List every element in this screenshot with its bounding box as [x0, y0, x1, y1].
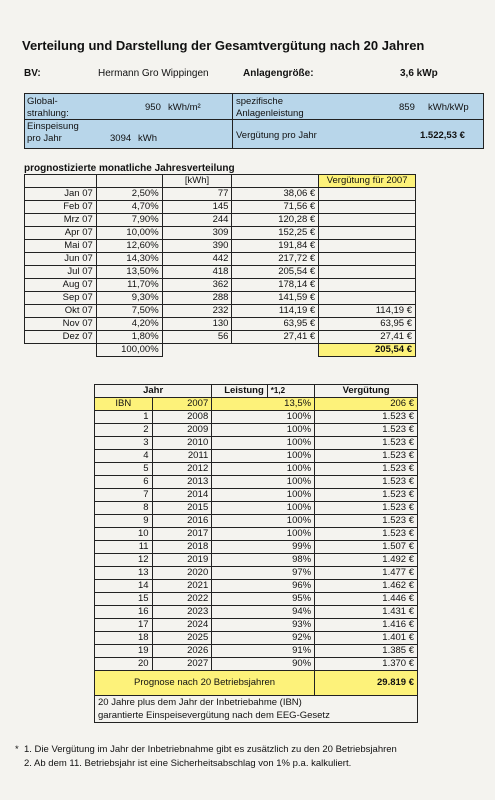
year-cell: 2025 [152, 632, 212, 645]
euro-cell: 1.416 € [315, 619, 418, 632]
month-cell: Okt 07 [25, 305, 97, 318]
percent-cell: 2,50% [96, 188, 162, 201]
kwh-cell: 56 [162, 331, 232, 344]
month-cell: Aug 07 [25, 279, 97, 292]
table-row [95, 554, 418, 567]
v2007-cell [319, 201, 416, 214]
performance-cell: 92% [212, 632, 315, 645]
month-cell: Mrz 07 [25, 214, 97, 227]
ibn-label: IBN [95, 398, 153, 411]
table-row [25, 331, 416, 344]
euro-cell: 1.523 € [315, 450, 418, 463]
euro-cell: 120,28 € [232, 214, 319, 227]
year-cell: 2012 [152, 463, 212, 476]
euro-cell: 1.492 € [315, 554, 418, 567]
table-row [25, 305, 416, 318]
v2007-cell [319, 188, 416, 201]
euro-cell: 1.523 € [315, 424, 418, 437]
percent-cell: 9,30% [96, 292, 162, 305]
year-number: 11 [95, 541, 153, 554]
month-cell: Jun 07 [25, 253, 97, 266]
performance-cell: 100% [212, 424, 315, 437]
table-row [95, 528, 418, 541]
euro-cell: 1.523 € [315, 463, 418, 476]
year-number: 3 [95, 437, 153, 450]
year-number: 10 [95, 528, 153, 541]
month-cell: Mai 07 [25, 240, 97, 253]
year-number: 8 [95, 502, 153, 515]
percent-cell: 10,00% [96, 227, 162, 240]
year-cell: 2023 [152, 606, 212, 619]
performance-cell: 100% [212, 502, 315, 515]
table-row [95, 424, 418, 437]
percent-cell: 7,50% [96, 305, 162, 318]
v2007-cell [319, 240, 416, 253]
euro-cell: 1.446 € [315, 593, 418, 606]
euro-cell: 63,95 € [232, 318, 319, 331]
einspeisung-value: 3094 [110, 133, 132, 144]
v2007-cell [319, 227, 416, 240]
table-row [95, 463, 418, 476]
euro-cell: 1.401 € [315, 632, 418, 645]
percent-cell: 13,50% [96, 266, 162, 279]
col-verguetung: Vergütung [315, 385, 418, 398]
summary-box [24, 93, 484, 149]
year-cell: 2009 [152, 424, 212, 437]
table-row [25, 292, 416, 305]
anlage-value: 3,6 kWp [400, 68, 438, 79]
year-number: 13 [95, 567, 153, 580]
table-row [25, 188, 416, 201]
col-jahr: Jahr [95, 385, 212, 398]
table-row [95, 580, 418, 593]
percent-cell: 14,30% [96, 253, 162, 266]
monthly-total-row [25, 344, 416, 357]
year-number: 12 [95, 554, 153, 567]
year-cell: 2018 [152, 541, 212, 554]
v2007-cell: 63,95 € [319, 318, 416, 331]
footnote-2: 2. Ab dem 11. Betriebsjahr ist eine Sicherheitsabschlag von 1% p.a. kalkuliert. [24, 758, 352, 769]
euro-cell: 1.523 € [315, 411, 418, 424]
month-cell: Feb 07 [25, 201, 97, 214]
performance-cell: 99% [212, 541, 315, 554]
performance-cell: 93% [212, 619, 315, 632]
kwh-cell: 309 [162, 227, 232, 240]
euro-cell: 1.523 € [315, 528, 418, 541]
month-cell: Dez 07 [25, 331, 97, 344]
v2007-cell [319, 279, 416, 292]
performance-cell: 100% [212, 437, 315, 450]
performance-cell: 100% [212, 489, 315, 502]
table-row [95, 567, 418, 580]
bv-name: Hermann Gro Wippingen [98, 68, 209, 79]
prognosis-row [95, 671, 418, 696]
euro-cell: 191,84 € [232, 240, 319, 253]
kwh-cell: 442 [162, 253, 232, 266]
euro-cell: 114,19 € [232, 305, 319, 318]
note-row [95, 696, 418, 723]
euro-cell: 1.431 € [315, 606, 418, 619]
percent-cell: 11,70% [96, 279, 162, 292]
percent-cell: 1,80% [96, 331, 162, 344]
kwh-cell: 77 [162, 188, 232, 201]
note-line-1: 20 Jahre plus dem Jahr der Inbetriebahme (IBN) [98, 697, 302, 708]
year-cell: 2011 [152, 450, 212, 463]
einspeisung-unit: kWh [138, 133, 157, 144]
year-number: 2 [95, 424, 153, 437]
table-row [95, 437, 418, 450]
table-row [95, 606, 418, 619]
v2007-cell [319, 292, 416, 305]
verguetung-label: Vergütung pro Jahr [236, 130, 317, 141]
year-cell: 2014 [152, 489, 212, 502]
performance-cell: 100% [212, 528, 315, 541]
kwh-cell: 244 [162, 214, 232, 227]
table-row [25, 240, 416, 253]
verguetung-value: 1.522,53 € [420, 130, 465, 141]
year-cell: 2022 [152, 593, 212, 606]
kwh-cell: 288 [162, 292, 232, 305]
month-cell: Jul 07 [25, 266, 97, 279]
year-number: 7 [95, 489, 153, 502]
table-row [25, 214, 416, 227]
kwh-cell: 232 [162, 305, 232, 318]
bv-label: BV: [24, 68, 41, 79]
euro-cell: 27,41 € [232, 331, 319, 344]
year-number: 1 [95, 411, 153, 424]
global-value: 950 [145, 102, 161, 113]
table-row [95, 450, 418, 463]
table-row [95, 502, 418, 515]
table-row [95, 619, 418, 632]
euro-cell: 1.523 € [315, 489, 418, 502]
year-cell: 2008 [152, 411, 212, 424]
euro-cell: 38,06 € [232, 188, 319, 201]
euro-cell: 178,14 € [232, 279, 319, 292]
year-cell: 2019 [152, 554, 212, 567]
year-number: 18 [95, 632, 153, 645]
monthly-heading: prognostizierte monatliche Jahresverteilung [24, 163, 235, 174]
spez-unit: kWh/kWp [428, 102, 469, 113]
kwh-cell: 130 [162, 318, 232, 331]
note-line-2: garantierte Einspeisevergütung nach dem EEG-Gesetz [98, 710, 330, 721]
v2007-cell: 27,41 € [319, 331, 416, 344]
year-number: 17 [95, 619, 153, 632]
table-row [25, 253, 416, 266]
anlage-label: Anlagengröße: [243, 68, 314, 79]
percent-cell: 7,90% [96, 214, 162, 227]
page-title: Verteilung und Darstellung der Gesamtvergütung nach 20 Jahren [22, 38, 425, 53]
ibn-row [95, 398, 418, 411]
table-row [95, 645, 418, 658]
table-row [95, 489, 418, 502]
performance-cell: 100% [212, 515, 315, 528]
table-row [95, 658, 418, 671]
euro-cell: 71,56 € [232, 201, 319, 214]
performance-cell: 91% [212, 645, 315, 658]
euro-cell: 1.370 € [315, 658, 418, 671]
performance-cell: 98% [212, 554, 315, 567]
table-row [95, 411, 418, 424]
col-leistung: Leistung [212, 385, 268, 398]
v2007-cell [319, 253, 416, 266]
footnote-1: 1. Die Vergütung im Jahr der Inbetriebnahme gibt es zusätzlich zu den 20 Betriebsjahren [24, 744, 397, 755]
year-cell: 2024 [152, 619, 212, 632]
v2007-cell: 114,19 € [319, 305, 416, 318]
euro-cell: 217,72 € [232, 253, 319, 266]
table-row [25, 318, 416, 331]
global-label: Global- strahlung: [27, 96, 69, 119]
year-number: 14 [95, 580, 153, 593]
year-number: 6 [95, 476, 153, 489]
year-number: 20 [95, 658, 153, 671]
monthly-table [24, 174, 416, 357]
percent-cell: 12,60% [96, 240, 162, 253]
global-unit: kWh/m² [168, 102, 201, 113]
year-cell: 2013 [152, 476, 212, 489]
year-cell: 2010 [152, 437, 212, 450]
spez-value: 859 [399, 102, 415, 113]
year-number: 4 [95, 450, 153, 463]
month-cell: Apr 07 [25, 227, 97, 240]
performance-cell: 95% [212, 593, 315, 606]
kwh-cell: 362 [162, 279, 232, 292]
einspeisung-label: Einspeisung pro Jahr [27, 121, 79, 144]
year-cell: 2026 [152, 645, 212, 658]
euro-cell: 1.507 € [315, 541, 418, 554]
euro-cell: 1.523 € [315, 515, 418, 528]
euro-cell: 141,59 € [232, 292, 319, 305]
ibn-percent: 13,5% [212, 398, 315, 411]
performance-cell: 96% [212, 580, 315, 593]
performance-cell: 100% [212, 463, 315, 476]
ibn-year: 2007 [152, 398, 212, 411]
table-row [95, 476, 418, 489]
performance-cell: 100% [212, 411, 315, 424]
euro-cell: 1.462 € [315, 580, 418, 593]
table-row [95, 593, 418, 606]
euro-cell: 152,25 € [232, 227, 319, 240]
v2007-cell [319, 266, 416, 279]
month-cell: Jan 07 [25, 188, 97, 201]
unit-header: [kWh] [162, 175, 232, 188]
euro-cell: 1.523 € [315, 476, 418, 489]
year-cell: 2016 [152, 515, 212, 528]
table-row [25, 266, 416, 279]
year-number: 19 [95, 645, 153, 658]
year-cell: 2015 [152, 502, 212, 515]
year-number: 16 [95, 606, 153, 619]
percent-cell: 4,70% [96, 201, 162, 214]
percent-cell: 4,20% [96, 318, 162, 331]
month-cell: Sep 07 [25, 292, 97, 305]
total-2007: 205,54 € [319, 344, 416, 357]
table-row [95, 632, 418, 645]
spez-label: spezifische Anlagenleistung [236, 96, 304, 119]
performance-cell: 100% [212, 450, 315, 463]
prognosis-value: 29.819 € [315, 671, 418, 696]
performance-cell: 97% [212, 567, 315, 580]
year-number: 5 [95, 463, 153, 476]
year-cell: 2021 [152, 580, 212, 593]
year-cell: 2020 [152, 567, 212, 580]
performance-cell: 94% [212, 606, 315, 619]
kwh-cell: 390 [162, 240, 232, 253]
year-cell: 2017 [152, 528, 212, 541]
footnote-star: * [15, 744, 19, 755]
euro-cell: 1.523 € [315, 437, 418, 450]
v2007-cell [319, 214, 416, 227]
performance-cell: 100% [212, 476, 315, 489]
kwh-cell: 418 [162, 266, 232, 279]
col-footnote-ref: *1,2 [267, 385, 314, 398]
ibn-euro: 206 € [315, 398, 418, 411]
table-row [95, 515, 418, 528]
euro-cell: 1.385 € [315, 645, 418, 658]
performance-cell: 90% [212, 658, 315, 671]
table-row [25, 279, 416, 292]
prognosis-label: Prognose nach 20 Betriebsjahren [95, 671, 315, 696]
euro-cell: 1.523 € [315, 502, 418, 515]
kwh-cell: 145 [162, 201, 232, 214]
table-row [25, 201, 416, 214]
table-row [95, 541, 418, 554]
euro-cell: 205,54 € [232, 266, 319, 279]
year-header: Vergütung für 2007 [319, 175, 416, 188]
year-cell: 2027 [152, 658, 212, 671]
table-row [25, 227, 416, 240]
total-percent: 100,00% [96, 344, 162, 357]
year-number: 9 [95, 515, 153, 528]
month-cell: Nov 07 [25, 318, 97, 331]
euro-cell: 1.477 € [315, 567, 418, 580]
year-number: 15 [95, 593, 153, 606]
yearly-table [94, 384, 418, 723]
